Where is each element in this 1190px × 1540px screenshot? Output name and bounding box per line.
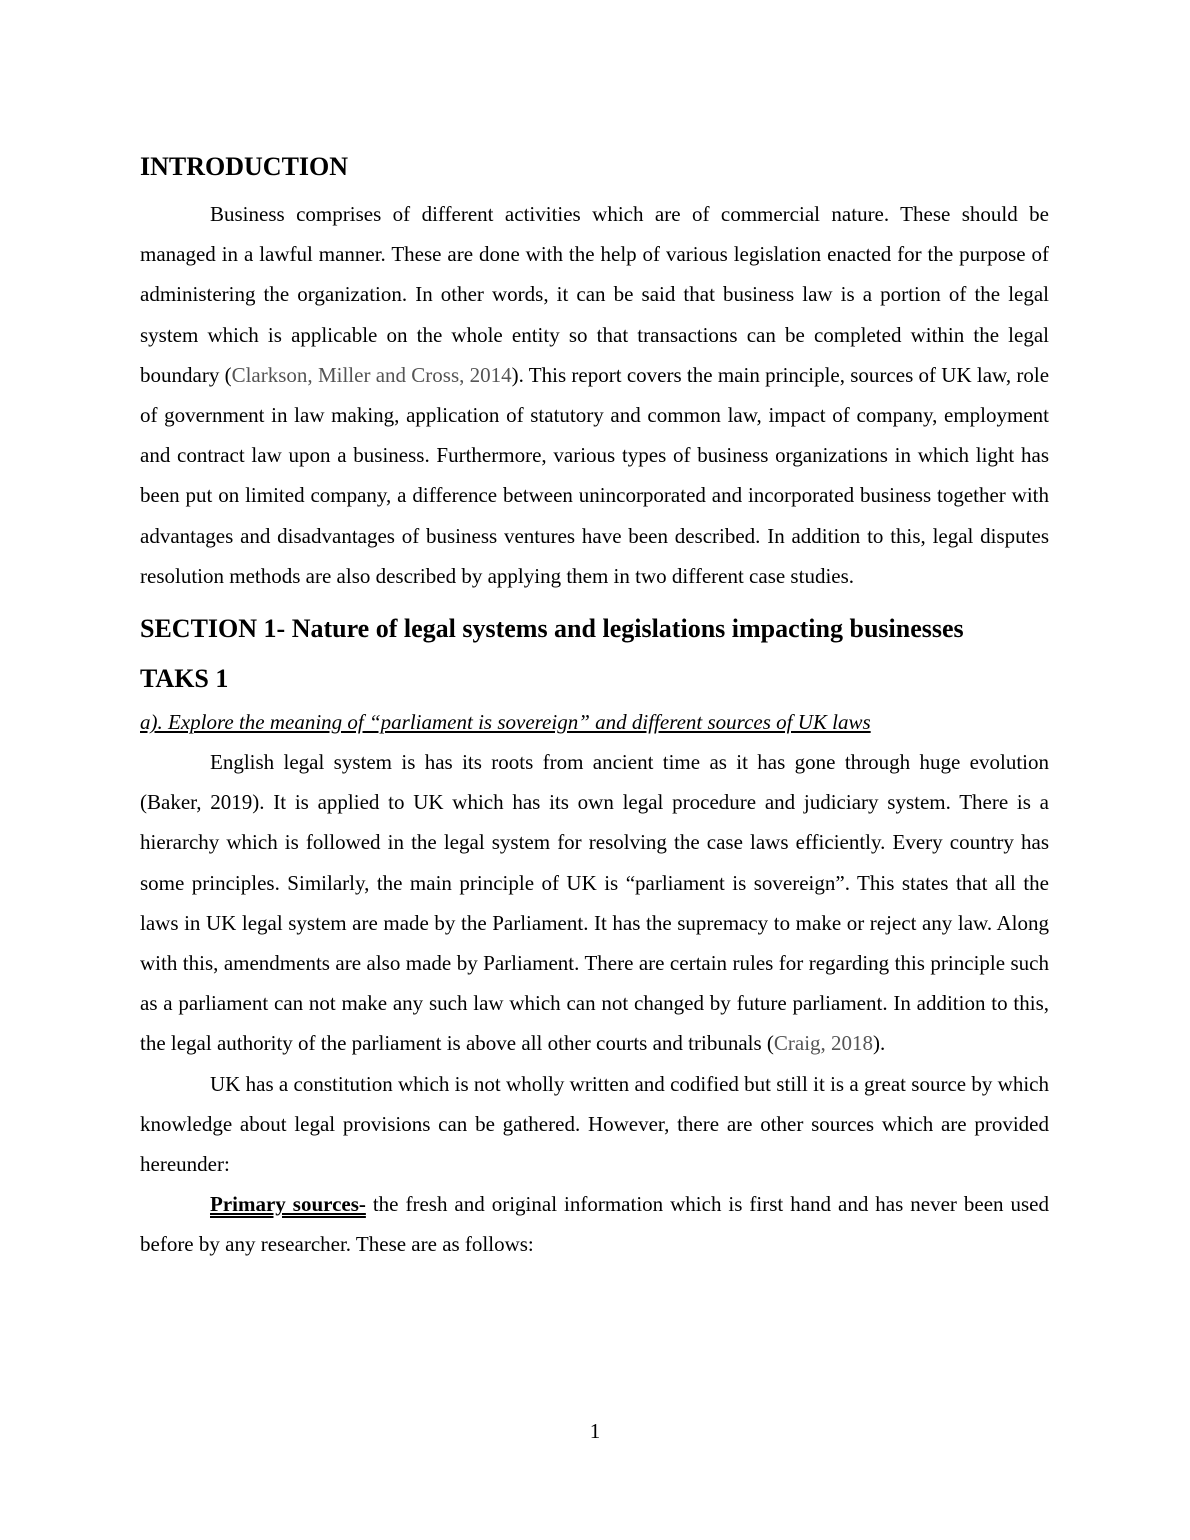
section-1-heading: SECTION 1- Nature of legal systems and legislations impacting businesses xyxy=(140,614,964,644)
page-number: 1 xyxy=(589,1419,601,1443)
document-body xyxy=(140,150,1049,1265)
task-1-heading: TAKS 1 xyxy=(140,664,229,694)
primary-sources-text: the fresh and original information which is first hand and has never been used before by any researcher. These are as follows: xyxy=(140,1192,1049,1257)
primary-sources-label: Primary sources- xyxy=(210,1192,366,1217)
legal-text-part2: ). xyxy=(873,1031,886,1056)
citation-clarkson: Clarkson, Miller and Cross, 2014 xyxy=(231,362,512,387)
intro-text-part2: ). This report covers the main principle, sources of UK law, role of government in law making, application of statutory and common law, impact of company, employment and contract law upon a business. Furthermore, various types of business organizations in which light has been put on limited company, a difference between unincorporated and incorporated business together with advantages and disadvantages of business ventures have been described. In addition to this, legal disputes resolution methods are also described by applying them in two different case studies. xyxy=(140,362,1050,588)
sub-question-a: a). Explore the meaning of “parliament is sovereign” and different sources of UK laws xyxy=(140,710,871,735)
introduction-heading: INTRODUCTION xyxy=(140,152,349,181)
intro-text-part1: Business comprises of different activities which are of commercial nature. These should be managed in a lawful manner. These are done with the help of various legislation enacted for the purpose of administering the organization. In other words, it can be said that business law is a portion of the legal system which is applicable on the whole entity so that transactions can be completed within the legal boundary ( xyxy=(140,202,1049,387)
legal-text-part1: English legal system is has its roots from ancient time as it has gone through huge evolution (Baker, 2019). It is applied to UK which has its own legal procedure and judiciary system. There is a hierarchy which is followed in the legal system for resolving the case laws efficiently. Every country has some principles. Similarly, the main principle of UK is “parliament is sovereign”. This states that all the laws in UK legal system are made by the Parliament. It has the supremacy to make or reject any law. Along with this, amendments are also made by Parliament. There are certain rules for regarding this principle such as a parliament can not make any such law which can not changed by future parliament. In addition to this, the legal authority of the parliament is above all other courts and tribunals ( xyxy=(140,750,1049,1056)
citation-craig: Craig, 2018 xyxy=(773,1031,874,1056)
introduction-paragraph xyxy=(140,194,1049,596)
constitution-paragraph: UK has a constitution which is not wholly written and codified but still it is a great source by which knowledge about legal provisions can be gathered. However, there are other sources which are provided hereunder: xyxy=(140,1071,1049,1177)
legal-system-paragraph xyxy=(140,742,1049,1064)
primary-sources-paragraph xyxy=(140,1184,1049,1264)
